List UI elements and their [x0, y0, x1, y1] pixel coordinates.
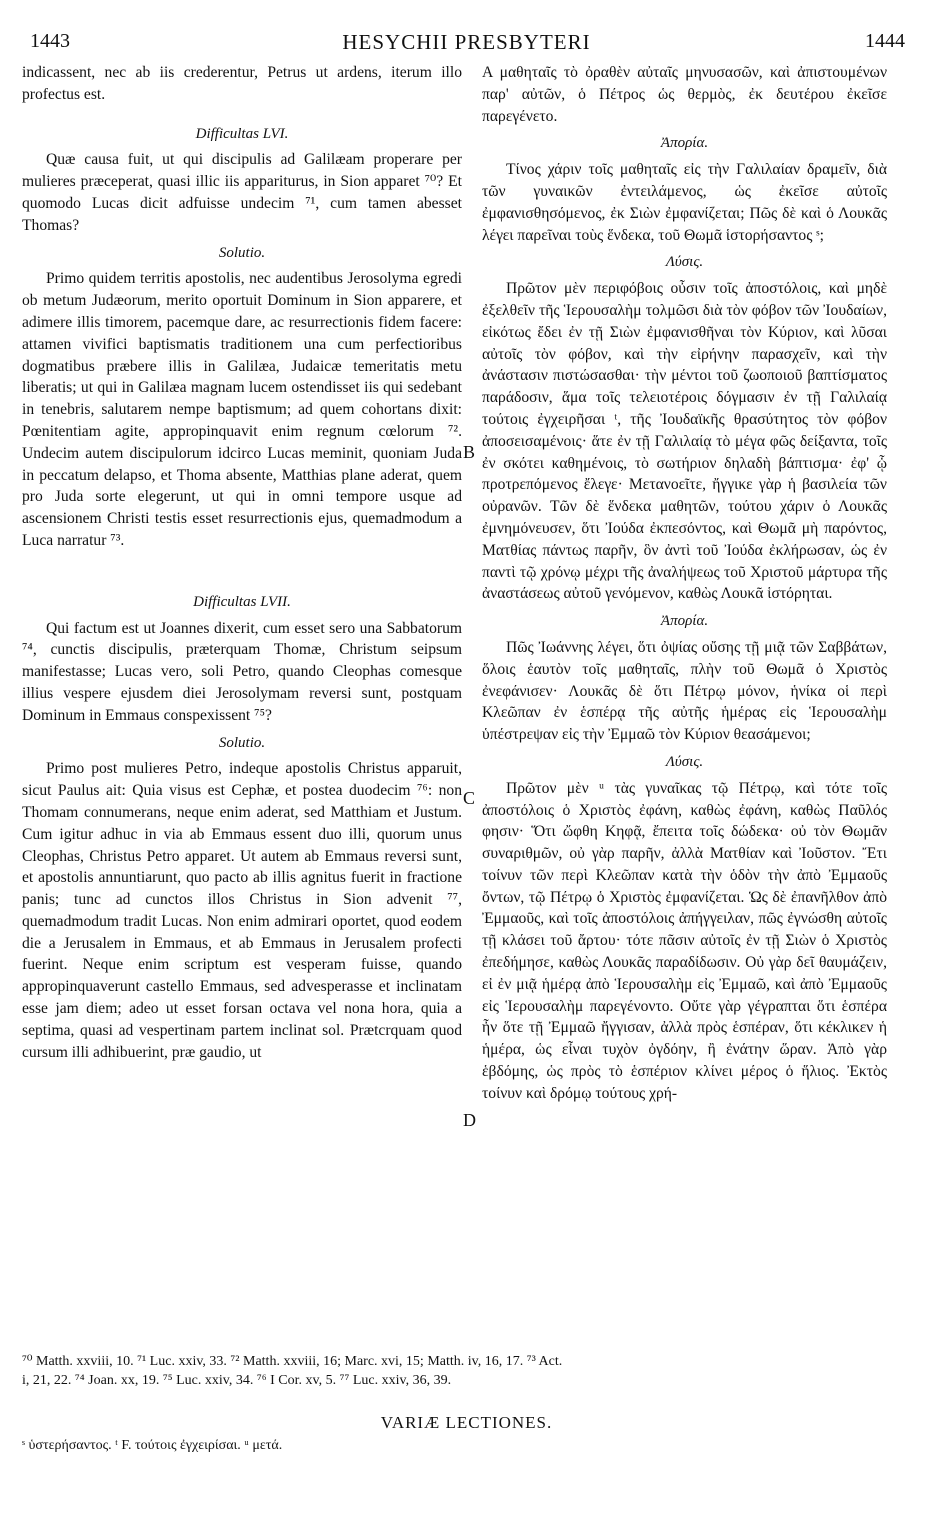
margin-letter-c: C: [463, 788, 476, 808]
margin-letter-d: D: [463, 1110, 476, 1130]
solutio-2-heading: Solutio.: [218, 734, 266, 751]
margin-letter-b: B: [463, 442, 476, 462]
aporia-2-text: Πῶς Ἰωάννης λέγει, ὅτι ὀψίας οὔσης τῇ μιᾷ τῶν Σαββάτων, ὅλοις ἑαυτὸν τοῖς μαθηταῖς, πλὴν τοῦ Θωμᾶ ὁ Χριστὸς ἐνεφάνισεν· Λουκᾶς δὲ ὅτι Πέτρῳ μόνον, ἡνίκα οἱ περὶ Κλεῶπαν ἐν ἑσπέρᾳ τῆς αὐτῆς ἡμέρας εἰς Ἱερουσαλὴμ ὑπέστρεψαν εἰς τὴν Ἐμμαῶ τὸν Κύριον θεασάμενοι;: [482, 638, 887, 744]
solutio-1-text: Primo quidem territis apostolis, nec audentibus Jerosolyma egredi ob metum Judæorum, merito oportuit Dominum in Sion apparere, et adimere illis timorem, pacemque dare, ac resurrectionis fidem facere: attamen vivifici baptismatis traditionem una cum perfectioribus dogmatibus præbere illis in Galilæa, Judaicæ temeritatis metu liberatis; ut qui in Galilæa magnam lucem ostendisset iis qui sedebant in tenebris, salutarem nempe baptismum; ad quem cohortans dixit: Pœnitentiam agite, appropinquavit enim regnum cœlorum ⁷². Undecim autem discipulorum idcirco Lucas meminit, quoniam Juda in peccatum delapso, et Thoma absente, Matthias plane aderat, quem pro Juda sorte elegerunt, ut qui in omni tempore usque ad ascensionem Christi testis esset resurrectionis ejus, quemadmodum a Luca narratur ⁷³.: [22, 270, 462, 549]
lysis-1-heading: Λύσις.: [665, 254, 704, 271]
page-number-left: 1443: [30, 30, 70, 52]
footnotes: [22, 1352, 910, 1390]
greek-column: [482, 62, 887, 1105]
page-header: [0, 30, 933, 60]
solutio-1-heading: Solutio.: [218, 244, 266, 261]
solutio-2-text: Primo post mulieres Petro, indeque apostolis Christus apparuit, sicut Paulus ait: Quia visus est Cephæ, et postea duodecim ⁷⁶: non Thomam connumerans, neque enim aderat, sed Matthiam et Justum. Cum igitur adhuc in via ab Emmaus essent duo illi, quorum unus Cleophas, Christus Petro apparet. Ut autem ab Emmaus reversi sunt, et apostolis annuntiarunt, quo pacto ab illis agnitus fuerit in fractione panis; tunc ad cunctos illos Christus in Sion advenit ⁷⁷, quemadmodum tradit Lucas. Non enim admirari oportet, quod eodem die a Jerusalem in Emmaus, et ab Emmaus in Jerusalem profecti fuerint. Neque enim scriptum est vesperam fuisse, quando appropinquaverunt castello Emmaus, sed advesperasse et inclinatam esse jam diem; adeo ut esset forsan octava vel nona hora, quia a septima, quasi ad vespertinam partem inclinat sol. Prætcrquam quod cursum illi adhibuerint, præ gaudio, ut: [22, 760, 462, 1061]
difficultas-57-question: Qui factum est ut Joannes dixerit, cum esset sero una Sabbatorum ⁷⁴, cunctis discipulis, præterquam Thomæ, Christum seipsum manifestasse; Lucas vero, soli Petro, quando Cleophas comesque illius vespere ejusdem diei Jerosolymam reversi sunt, postquam Dominum in Emmaus conspexissent ⁷⁵?: [22, 619, 462, 724]
footnote-line-1: ⁷⁰ Matth. xxviii, 10. ⁷¹ Luc. xxiv, 33. ⁷² Matth. xxviii, 16; Marc. xvi, 15; Matth. iv, 16, 17. ⁷³ Act.: [22, 1354, 563, 1369]
aporia-1-text: Τίνος χάριν τοῖς μαθηταῖς εἰς τὴν Γαλιλαίαν δραμεῖν, διὰ τῶν γυναικῶν ἐντειλάμενος, ὡς ἐκεῖσε αὐτοῖς ἐμφανισθησόμενος, ἐκ Σιὼν ἐμφανίζεται; Πῶς δὲ καὶ ὁ Λουκᾶς λέγει παρεῖναι τοὺς ἕνδεκα, τοῦ Θωμᾶ ἱστορήσαντος ˢ;: [482, 161, 887, 244]
variae-lectiones-heading: VARIÆ LECTIONES.: [380, 1413, 553, 1432]
difficultas-57-heading: Difficultas LVII.: [193, 593, 291, 610]
aporia-2-heading: Ἀπορία.: [660, 613, 709, 630]
aporia-1-heading: Ἀπορία.: [660, 135, 709, 152]
lysis-2-heading: Λύσις.: [665, 753, 704, 770]
lysis-2-text: Πρῶτον μὲν ᵘ τὰς γυναῖκας τῷ Πέτρῳ, καὶ τότε τοῖς ἀποστόλοις ὁ Χριστὸς ἐφάνη, καθὼς ἐφάνη, καθὼς Παῦλός φησιν· Ὅτι ὤφθη Κηφᾷ, ἔπειτα τοῖς δώδεκα· οὐ τὸν Θωμᾶν συναριθμῶν, οὐ γὰρ παρῆν, ἀλλὰ Ματθίαν καὶ Ἰοῦστον. Ἔτι τοίνυν τῶν περὶ Κλεῶπαν κατὰ τὴν ὁδὸν τὴν ἀπὸ Ἐμμαοῦς ὄντων, τῷ Πέτρῳ ὁ Χριστὸς ἐμφανίζεται. Ὡς δὲ ἐπανῆλθον ἀπὸ Ἐμμαοῦς, καὶ τοῖς ἀποστόλοις ἀπήγγειλαν, πῶς ἐγνώσθη αὐτοῖς τῇ κλάσει τοῦ ἄρτου· τότε πᾶσιν αὐτοῖς ἐν τῇ Σιὼν ὁ Χριστὸς ἐπεδήμησε, καθὼς Λουκᾶς παραδίδωσιν. Οὐ γὰρ δεῖ θαυμάζειν, εἰ ἐν μιᾷ ἡμέρᾳ ἀπὸ Ἱερουσαλὴμ εἰς Ἐμμαῶ, καὶ ἀπὸ Ἐμμαοῦς εἰς Ἱερουσαλὴμ παρεγένοντο. Οὔτε γὰρ γέγραπται ὅτι ἑσπέρα ἦν ὅτε τῇ Ἐμμαῶ ἤγγισαν, ἀλλὰ πρὸς ἑσπέραν, ὅτι κέκλικεν ἡ ἡμέρα, ὡς εἶναι τυχὸν ὀγδόην, ἢ ἐνάτην ὥραν. Ἀπὸ γὰρ ἑβδόμης, ὡς πρὸς τὸ ἑσπέριον κλίνει μέρος ὁ ἥλιος. Ἐκτὸς τοίνυν καὶ δρόμῳ τούτους χρή-: [482, 779, 887, 1102]
running-title: HESYCHII PRESBYTERI: [342, 30, 591, 54]
lysis-1-text: Πρῶτον μὲν περιφόβοις οὖσιν τοῖς ἀποστόλοις, καὶ μηδὲ ἐξελθεῖν τῆς Ἱερουσαλὴμ τολμῶσι διὰ τὸν φόβον τῶν Ἰουδαίων, εἰκότως ἔδει ἐν τῇ Σιὼν ἐμφανισθῆναι τὸν Κύριον, καὶ λῦσαι αὐτοῖς τὸν φόβον, καὶ τὴν εἰρήνην παρασχεῖν, καὶ τὴν ἀνάστασιν πιστώσασθαι· τὴν μέντοι τοῦ ζωοποιοῦ βαπτίσματος παράδοσιν, ἅμα τοῖς τελειοτέροις δόγμασιν ἐν τῇ Γαλιλαίᾳ τούτοις ἐγχειρῆσαι ᵗ, τῆς Ἰουδαϊκῆς θρασύτητος τὸν φόβον ἀποσεισαμένοις· ἅτε ἐν τῇ Γαλιλαίᾳ τὸ μέγα φῶς δείξαντα, τοῖς ἐν σκότει καθημένοις, τὸ σωτήριον δηλαδὴ βάπτισμα· ἐφ' ᾧ προτρεπόμενος ἔλεγε· Μετανοεῖτε, ἤγγικε γὰρ ἡ βασιλεία τῶν οὐρανῶν. Τῶν δὲ ἕνδεκα μαθητῶν, τούτου χάριν ὁ Λουκᾶς ἐμνημόνευσεν, ὅτι Ἰούδα ἐκπεσόντος, καὶ Θωμᾶ μὴ παρόντος, Ματθίας πάντως παρῆν, ὃν ἀντὶ τοῦ Ἰούδα ἐκλήρωσαν, ὡς ἐν παντὶ τῷ χρόνῳ μέχρι τῆς ἀναλήψεως τοῦ Χριστοῦ μάρτυρα τῆς ἀναστάσεως αὐτοῦ γενόμενον, καθὼς Λουκᾶ ἱστόρηται.: [482, 280, 887, 603]
latin-column: [22, 62, 462, 1063]
greek-intro: A μαθηταῖς τὸ ὀραθὲν αὐταῖς μηνυσασῶν, καὶ ἀπιστουμένων παρ' αὐτῶν, ὁ Πέτρος ὡς θερμὸς, ἐκ δευτέρου ἐκεῖσε παρεγένετο.: [482, 64, 887, 125]
footnote-line-2: i, 21, 22. ⁷⁴ Joan. xx, 19. ⁷⁵ Luc. xxiv, 34. ⁷⁶ I Cor. xv, 5. ⁷⁷ Luc. xxiv, 36, 39.: [22, 1373, 452, 1388]
latin-intro: indicassent, nec ab iis crederentur, Petrus ut ardens, iterum illo profectus est.: [22, 64, 462, 103]
difficultas-56-question: Quæ causa fuit, ut qui discipulis ad Galilæam properare per mulieres præceperat, quasi illic iis appariturus, in Sion apparet ⁷⁰? Et quomodo Lucas dicit adfuisse undecim ⁷¹, cum tamen abesset Thomas?: [22, 151, 462, 234]
difficultas-56-heading: Difficultas LVI.: [195, 125, 289, 142]
variae-lectiones-text: ˢ ὑστερήσαντος. ᵗ F. τούτοις ἐγχειρίσαι. ᵘ μετά.: [22, 1438, 283, 1453]
page-number-right: 1444: [865, 30, 905, 52]
